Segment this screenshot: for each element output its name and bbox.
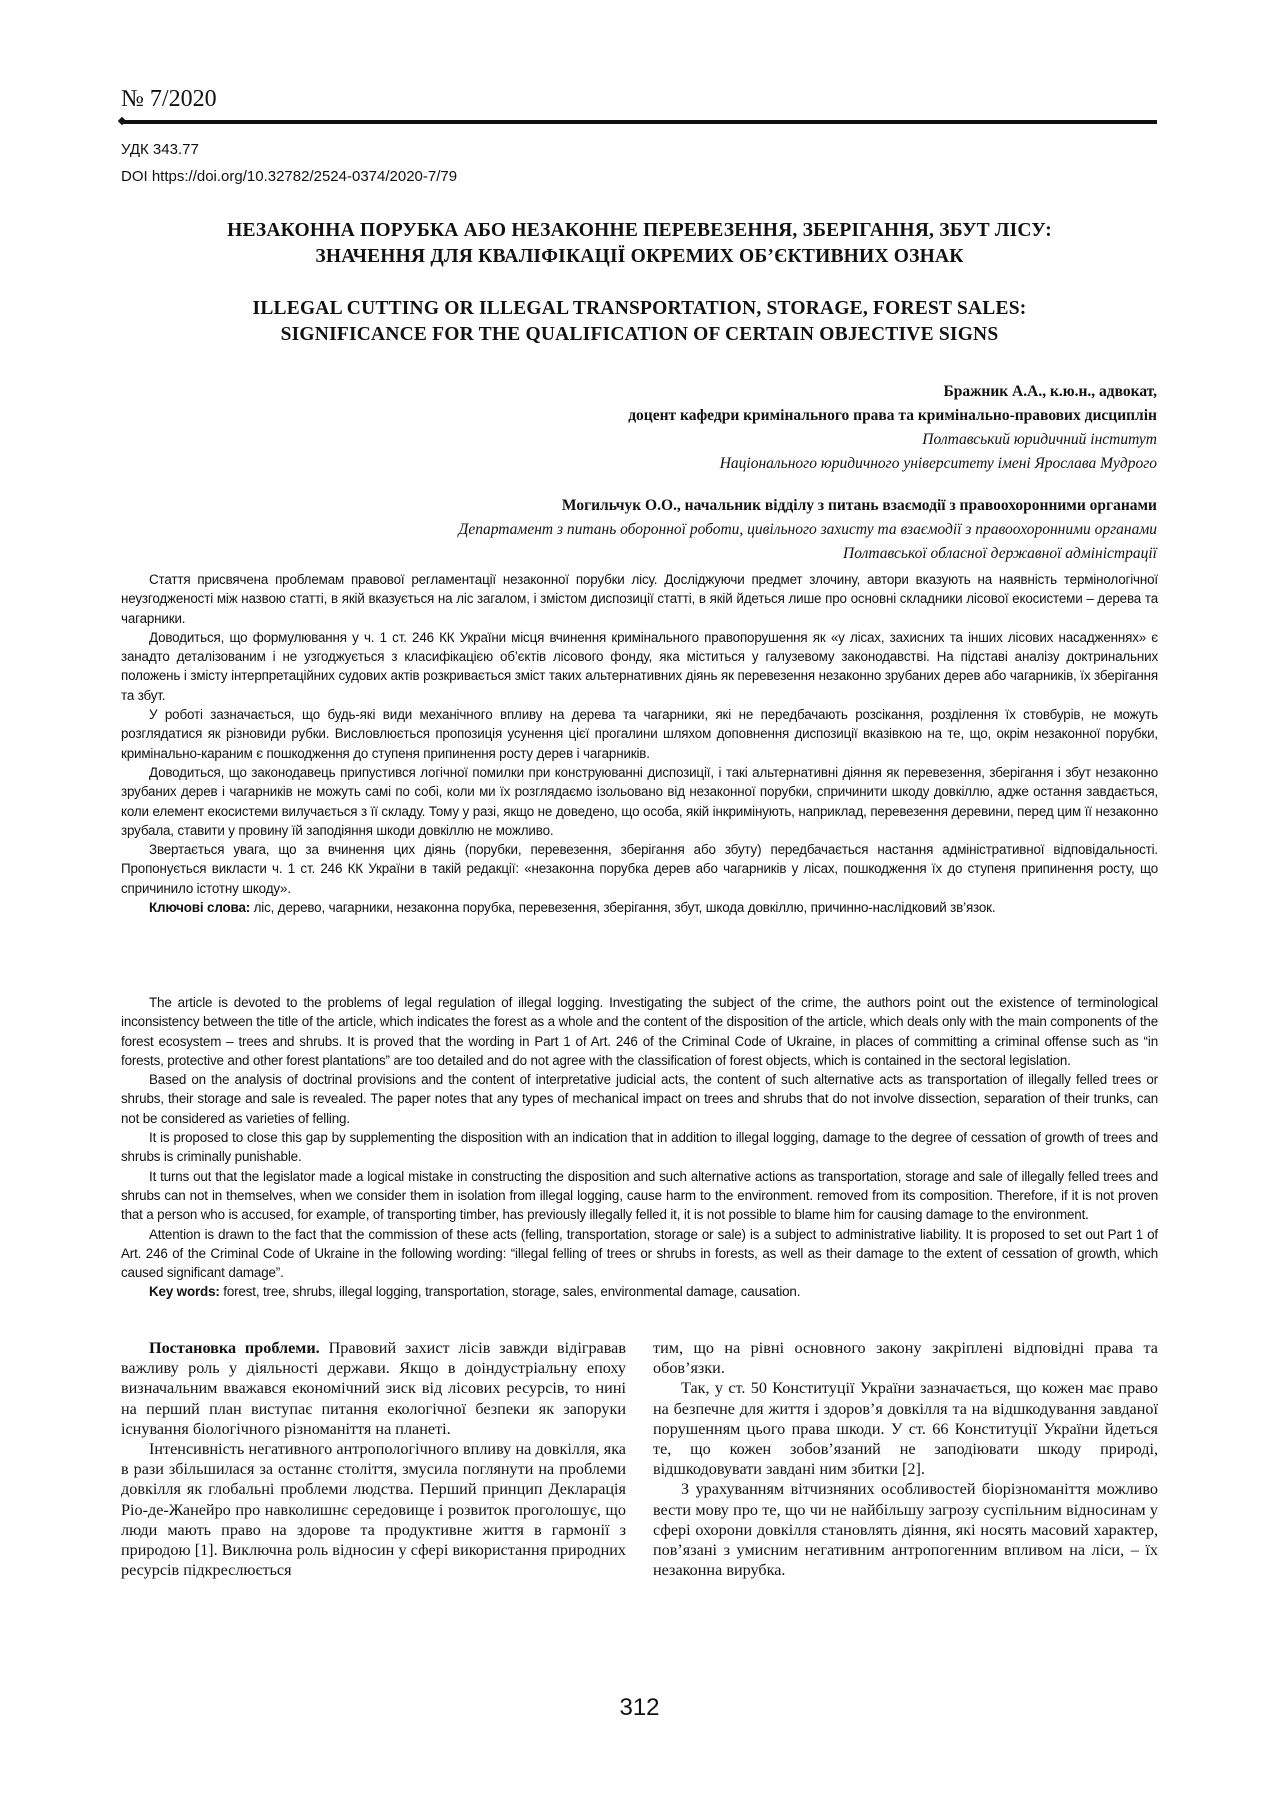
abstract-en-paragraph: It turns out that the legislator made a logical mistake in constructing the disposition and such alternative actions as transportation, storage and sale of illegally felled trees and shrubs can not in themselves, when we consider them in isolation from illegal logging, cause harm to the environment. removed from its composition. Therefore, if it is not proven that a person who is accused, for example, of transporting timber, has previously illegally felled it, it is not possible to blame him for causing damage to the environment. bbox=[121, 1168, 1158, 1223]
author-block-1 bbox=[121, 380, 1157, 476]
title-en-line-1: ILLEGAL CUTTING OR ILLEGAL TRANSPORTATION, STORAGE, FOREST SALES: bbox=[252, 298, 1027, 319]
abstract-ua-paragraph: Доводиться, що законодавець припустився логічної помилки при конструюванні диспозиції, і такі альтернативні діяння як перевезення, зберігання і збут незаконно зрубаних дерев і чагарників не можуть самі по собі, коли ми їх розглядаємо ізольовано від незаконної порубки, спричинити шкоду довкіллю, адже остання завдається, коли елемент екосистеми вилучається з її складу. Тому у разі, якщо не доведено, що особа, якій інкримінують, наприклад, перевезення деревини, перед цим її незаконно зрубала, ставити у провину їй заподіяння шкоди довкіллю не можливо. bbox=[121, 764, 1158, 838]
title-ua-line-2: ЗНАЧЕННЯ ДЛЯ КВАЛІФІКАЦІЇ ОКРЕМИХ ОБ’ЄКТИВНИХ ОЗНАК bbox=[315, 246, 964, 267]
author-2-name: Могильчук О.О., начальник відділу з питань взаємодії з правоохоронними органами bbox=[561, 497, 1157, 514]
abstract-en-paragraph: It is proposed to close this gap by supplementing the disposition with an indication that in addition to illegal logging, damage to the degree of cessation of growth of trees and shrubs is criminally punishable. bbox=[121, 1130, 1158, 1165]
body-paragraph-text: Правовий захист лісів завжди відігравав важливу роль у діяльності держави. Якщо в доіндустріальну епоху визначальним вважався економічний зиск від лісових ресурсів, то нині на перший план виступає питання екологічної безпеки як запоруки існування біологічного різноманіття на планеті. bbox=[121, 1339, 626, 1438]
doi-link[interactable]: DOI https://doi.org/10.32782/2524-0374/2020-7/79 bbox=[121, 168, 458, 185]
keywords-ua-list: ліс, дерево, чагарники, незаконна порубка, перевезення, зберігання, збут, шкода довкіллю, причинно-наслідковий зв’язок. bbox=[250, 900, 996, 916]
keywords-ua-label: Ключові слова: bbox=[149, 900, 251, 916]
author-1-name: Бражник А.А., к.ю.н., адвокат, bbox=[943, 383, 1157, 400]
author-1-position: доцент кафедри кримінального права та кримінально-правових дисциплін bbox=[628, 407, 1157, 424]
body-text bbox=[121, 1338, 1158, 1580]
title-ukrainian bbox=[121, 218, 1158, 270]
abstract-ua-paragraph: Стаття присвячена проблемам правової регламентації незаконної порубки лісу. Досліджуючи предмет злочину, автори вказують на наявність термінологічної неузгодженості між назвою статті, в якій вказується на ліс загалом, і змістом диспозиції статті, в якій йдеться лише про основні складники лісової екосистеми – дерева та чагарники. bbox=[121, 572, 1158, 626]
author-2-affiliation-1: Департамент з питань оборонної роботи, цивільного захисту та взаємодії з правоохоронними органами bbox=[458, 521, 1157, 538]
body-paragraph: Так, у ст. 50 Конституції України зазначається, що кожен має право на безпечне для життя і здоров’я довкілля та на відшкодування завданої порушенням цього права шкоди. У ст. 66 Конституції України йдеться те, що кожен зобов’язаний не заподіювати шкоду природі, відшкодовувати завдані ним збитки [2]. bbox=[653, 1379, 1158, 1479]
title-en-line-2: SIGNIFICANCE FOR THE QUALIFICATION OF CERTAIN OBJECTIVE SIGNS bbox=[280, 324, 999, 345]
abstract-ua-paragraph: Звертається увага, що за вчинення цих діянь (порубки, перевезення, зберігання або збуту) передбачається настання адміністративної відповідальності. Пропонується викласти ч. 1 ст. 246 КК України в такій редакції: «незаконна порубка дерев або чагарників у лісах, пошкодження їх до ступеня припинення росту, що спричинило істотну шкоду». bbox=[121, 842, 1158, 896]
abstract-ua-paragraph: У роботі зазначається, що будь-які види механічного впливу на дерева та чагарники, які не передбачають розсікання, розділення їх стовбурів, не можуть розглядатися як різновиди рубки. Висловлюється пропозиція усунення цієї прогалини шляхом доповнення диспозиції вказівкою на те, що, окрім незаконної порубки, кримінально-караним є пошкодження до ступеня припинення росту дерев і чагарників. bbox=[121, 707, 1158, 761]
author-block-2 bbox=[121, 494, 1157, 566]
header-rule bbox=[121, 120, 1157, 124]
right-column bbox=[653, 1338, 1158, 1580]
section-heading-problem: Постановка проблеми. bbox=[149, 1339, 320, 1357]
body-paragraph bbox=[121, 1338, 626, 1439]
keywords-en-list: forest, tree, shrubs, illegal logging, transportation, storage, sales, environmental damage, causation. bbox=[219, 1284, 801, 1300]
body-paragraph: З урахуванням вітчизняних особливостей біорізноманіття можливо вести мову про те, що чи не найбільшу загрозу суспільним відносинам у сфері охорони довкілля становлять діяння, які носять масовий характер, пов’язані з умисним негативним антропогенним впливом на ліси, – їх незаконна вирубка. bbox=[653, 1480, 1158, 1580]
udk-code: УДК 343.77 bbox=[121, 141, 199, 158]
abstract-en-paragraph: Attention is drawn to the fact that the commission of these acts (felling, transportation, storage or sale) is a subject to administrative liability. It is proposed to set out Part 1 of Art. 246 of the Criminal Code of Ukraine in the following wording: “illegal felling of trees or shrubs in forests, as well as their damage to the extent of cessation of growth, which caused significant damage”. bbox=[121, 1226, 1158, 1281]
abstract-en-paragraph: Based on the analysis of doctrinal provisions and the content of interpretative judicial acts, the content of such alternative acts as transportation of illegally felled trees or shrubs, their storage and sale is revealed. The paper notes that any types of mechanical impact on trees and shrubs that do not involve dissection, separation of their trunks, can not be considered as varieties of felling. bbox=[121, 1072, 1158, 1126]
title-ua-line-1: НЕЗАКОННА ПОРУБКА АБО НЕЗАКОННЕ ПЕРЕВЕЗЕННЯ, ЗБЕРІГАННЯ, ЗБУТ ЛІСУ: bbox=[227, 220, 1052, 241]
body-paragraph: Інтенсивність негативного антропологічного впливу на довкілля, яка в рази збільшилася за останнє століття, змусила поглянути на проблеми довкілля як глобальні проблеми людства. Перший принцип Декларація Ріо-де-Жанейро про навколишнє середовище і розвиток проголошує, що люди мають право на здорове та продуктивне життя в гармонії з природою [1]. Виключна роль відносин у сфері використання природних ресурсів підкреслюється bbox=[121, 1440, 626, 1580]
keywords-en-label: Key words: bbox=[149, 1284, 220, 1300]
abstract-english bbox=[121, 993, 1158, 1302]
author-1-affiliation-2: Національного юридичного університету імені Ярослава Мудрого bbox=[719, 455, 1157, 472]
author-1-affiliation-1: Полтавський юридичний інститут bbox=[922, 431, 1157, 448]
author-2-affiliation-2: Полтавської обласної державної адміністрації bbox=[843, 545, 1157, 562]
abstract-ukrainian bbox=[121, 570, 1158, 917]
abstract-ua-paragraph: Доводиться, що формулювання у ч. 1 ст. 246 КК України місця вчинення кримінального правопорушення як «у лісах, захисних та інших лісових насадженнях» є занадто деталізованим і не узгоджується з класифікацією об’єктів лісового фонду, яка міститься у галузевому законодавстві. На підставі аналізу доктринальних положень і змісту інтерпретаційних судових актів розкривається зміст таких альтернативних діянь як перевезення незаконно зрубаних дерев або чагарників, їх зберігання та збут. bbox=[121, 629, 1158, 703]
abstract-en-paragraph: The article is devoted to the problems of legal regulation of illegal logging. Investigating the subject of the crime, the authors point out the existence of terminological inconsistency between the title of the article, which indicates the forest as a whole and the content of the disposition of the article, which deals only with the main components of the forest ecosystem – trees and shrubs. It is proved that the wording in Part 1 of Art. 246 of the Criminal Code of Ukraine, in places of committing a criminal offense such as “in forests, protective and other forest plantations” are too detailed and do not agree with the classification of forest objects, which is contained in the sectoral legislation. bbox=[121, 995, 1158, 1068]
body-paragraph-continued: тим, що на рівні основного закону закріплені відповідні права та обов’язки. bbox=[653, 1339, 1158, 1378]
page-number: 312 bbox=[619, 1694, 660, 1721]
issue-number: № 7/2020 bbox=[121, 86, 217, 112]
left-column bbox=[121, 1338, 626, 1580]
title-english bbox=[121, 296, 1158, 348]
keywords-ua bbox=[121, 898, 1158, 917]
keywords-en bbox=[121, 1282, 1158, 1301]
